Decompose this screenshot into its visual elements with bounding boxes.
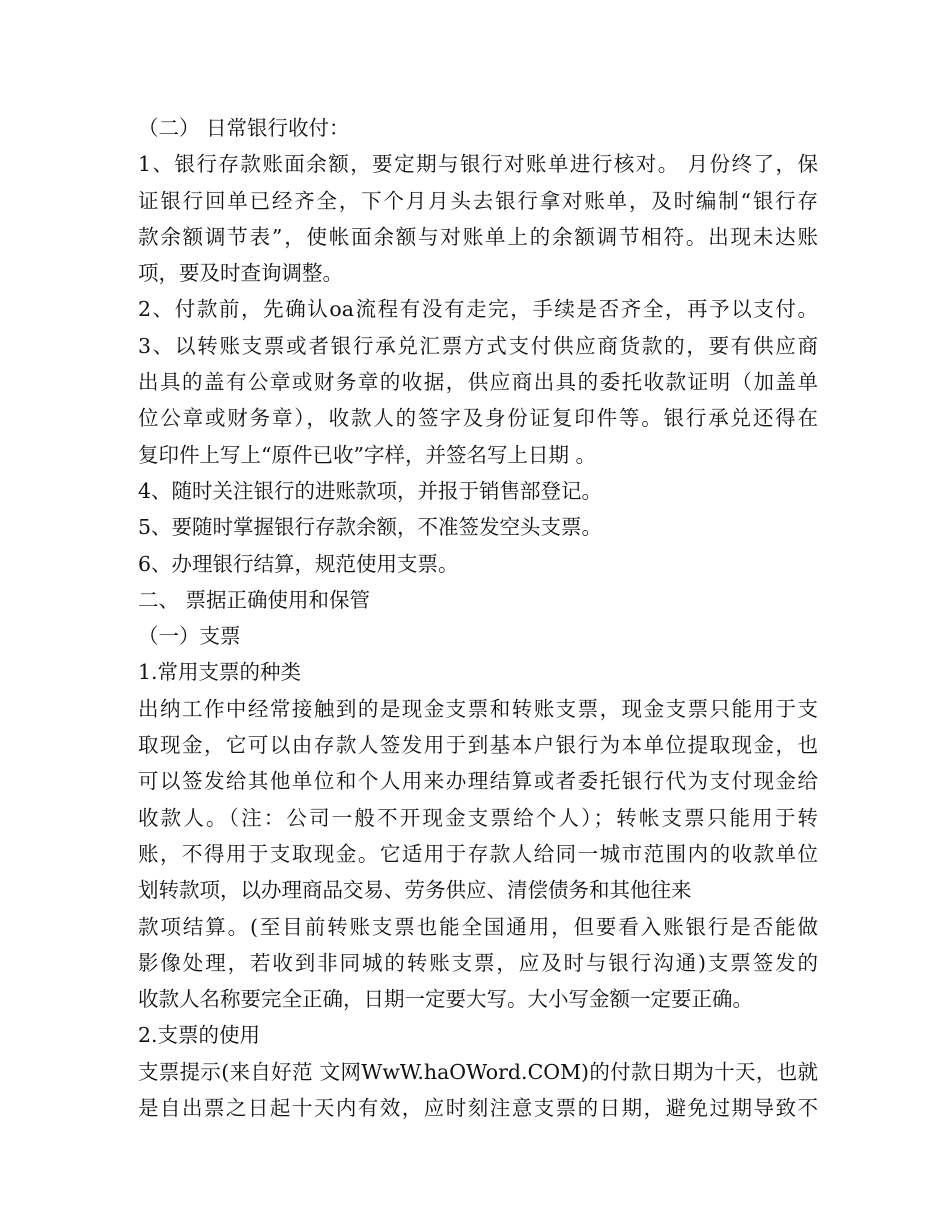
- paragraph-line: 收款人名称要完全正确，日期一定要大写。大小写金额一定要正确。: [138, 987, 753, 1012]
- paragraph-line: 出具的盖有公章或财务章的收据，供应商出具的委托收款证明（加盖单: [138, 370, 818, 395]
- subsection-heading-cheque-usage: 2.支票的使用: [138, 1023, 261, 1048]
- paragraph-line: 支票提示(来自好范 文网WwW.haOWord.COM)的付款日期为十天，也就: [138, 1059, 818, 1084]
- paragraph-line: 账，不得用于支取现金。它适用于存款人给同一城市范围内的收款单位: [138, 841, 818, 866]
- paragraph-line: 3、以转账支票或者银行承兑汇票方式支付供应商货款的，要有供应商: [138, 333, 818, 358]
- paragraph-line: 位公章或财务章），收款人的签字及身份证复印件等。银行承兑还得在: [138, 406, 818, 431]
- subsection-heading-cheque-types: 1.常用支票的种类: [138, 660, 302, 685]
- paragraph-line: 影像处理，若收到非同城的转账支票，应及时与银行沟通)支票签发的: [138, 950, 818, 975]
- paragraph-line: 项，要及时查询调整。: [138, 261, 343, 286]
- section-heading-bills: 二、 票据正确使用和保管: [138, 587, 371, 612]
- document-body: [138, 110, 818, 1126]
- paragraph-line: 可以签发给其他单位和个人用来办理结算或者委托银行代为支付现金给: [138, 769, 818, 794]
- subsection-heading-cheque: （一）支票: [138, 624, 241, 649]
- paragraph-line: 收款人。（注：公司一般不开现金支票给个人）；转帐支票只能用于转: [138, 805, 818, 830]
- paragraph-line: 证银行回单已经齐全，下个月月头去银行拿对账单，及时编制“银行存: [138, 188, 818, 213]
- paragraph-line: 出纳工作中经常接触到的是现金支票和转账支票，现金支票只能用于支: [138, 696, 818, 721]
- paragraph-line: 5、要随时掌握银行存款余额，不准签发空头支票。: [138, 515, 603, 540]
- section-heading-daily-bank: （二） 日常银行收付：: [138, 116, 350, 140]
- paragraph-line: 复印件上写上“原件已收”字样，并签名写上日期 。: [138, 442, 596, 467]
- paragraph-line: 4、随时关注银行的进账款项，并报于销售部登记。: [138, 478, 603, 503]
- paragraph-line: 1、银行存款账面余额，要定期与银行对账单进行核对。 月份终了，保: [138, 152, 818, 177]
- paragraph-line: 划转款项，以办理商品交易、劳务供应、清偿债务和其他往来: [138, 878, 692, 903]
- paragraph-line: 款余额调节表”，使帐面余额与对账单上的余额调节相符。出现未达账: [138, 224, 818, 249]
- paragraph-line: 是自出票之日起十天内有效，应时刻注意支票的日期，避免过期导致不: [138, 1096, 818, 1121]
- paragraph-line: 款项结算。(至目前转账支票也能全国通用，但要看入账银行是否能做: [138, 914, 818, 939]
- paragraph-line: 2、付款前，先确认oa流程有没有走完，手续是否齐全，再予以支付。: [138, 297, 818, 322]
- paragraph-line: 6、办理银行结算，规范使用支票。: [138, 551, 459, 576]
- paragraph-line: 取现金，它可以由存款人签发用于到基本户银行为本单位提取现金，也: [138, 733, 818, 758]
